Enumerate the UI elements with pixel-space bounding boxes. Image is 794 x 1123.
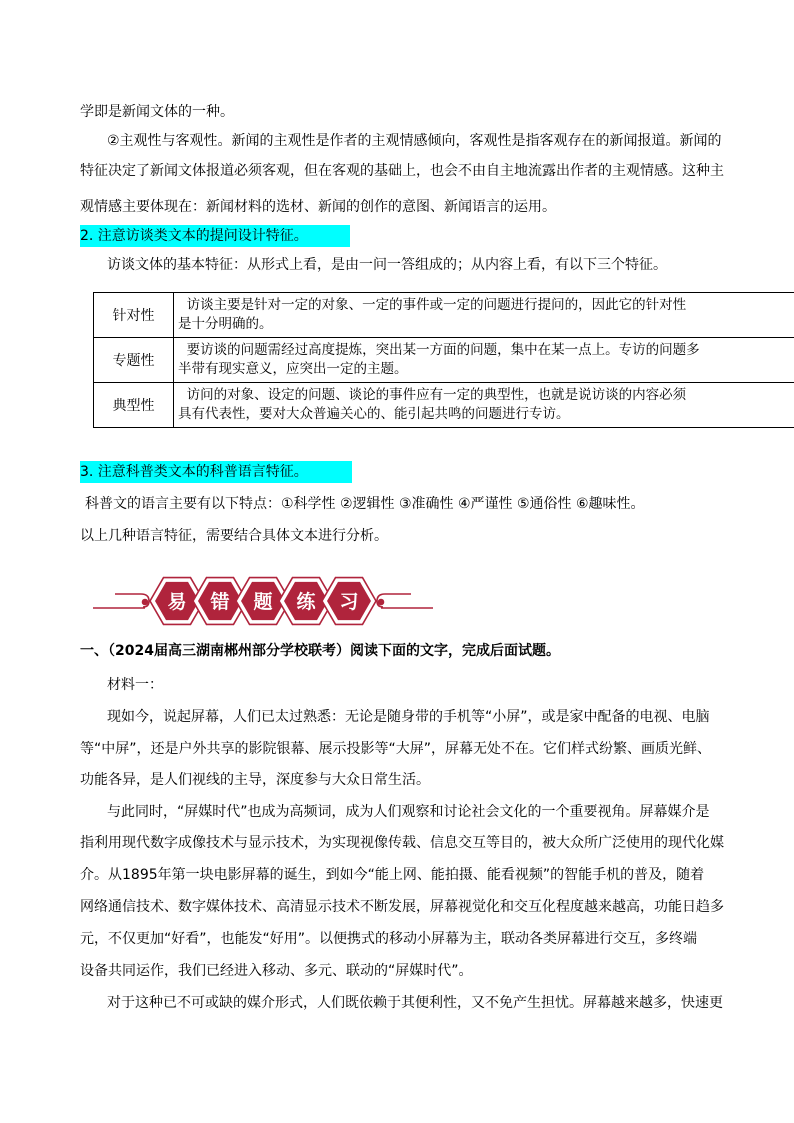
intro-line-0: 学即是新闻文体的一种。 [80,104,234,120]
exercise-heading: 一、（2024届高三湖南郴州部分学校联考）阅读下面的文字，完成后面试题。 [80,643,560,659]
intro-line-3: 观情感主要体现在：新闻材料的选材、新闻的创作的意图、新闻语言的运用。 [80,199,556,215]
passage-line: 元，不仅更加“好看”，也能发“好用”。以便携式的移动小屏幕为主，联动各类屏幕进行交互，多终端 [80,931,698,947]
table-row-label: 专题性 [94,338,174,383]
banner-left-ornament [93,594,149,608]
banner-char: 题 [253,591,273,613]
passage-line: 现如今，说起屏幕，人们已太过熟悉：无论是随身带的手机等“小屏”，或是家中配备的电视、电脑 [107,709,710,725]
banner-char: 习 [339,591,359,613]
section-3-heading: 3. 注意科普类文本的科普语言特征。 [80,461,352,483]
table-row-desc: 访谈主要是针对一定的对象、一定的事件或一定的问题进行提问的，因此它的针对性 是十分明确的。 [174,293,794,338]
feature-table [93,292,794,428]
table-row-desc: 要访谈的问题需经过高度提炼，突出某一方面的问题，集中在某一点上。专访的问题多 半带有现实意义，应突出一定的主题。 [174,338,794,383]
material-label: 材料一： [107,677,163,693]
intro-line-2: 特征决定了新闻文体报道必须客观，但在客观的基础上，也会不由自主地流露出作者的主观情感。这种主 [80,163,724,179]
table-row-label: 典型性 [94,383,174,428]
passage-line: 等“中屏”，还是户外共享的影院银幕、展示投影等“大屏”，屏幕无处不在。它们样式纷繁、画质光鲜、 [80,741,712,757]
section-3-line-1: 科普文的语言主要有以下特点：①科学性 ②逻辑性 ③准确性 ④严谨性 ⑤通俗性 ⑥趣味性。 [85,496,645,512]
table-row-desc: 访问的对象、设定的问题、谈论的事件应有一定的典型性，也就是说访谈的内容必须 具有代表性，要对大众普遍关心的、能引起共鸣的问题进行专访。 [174,383,794,428]
section-2-intro: 访谈文体的基本特征：从形式上看，是由一问一答组成的；从内容上看，有以下三个特征。 [107,257,667,273]
table-row-label: 针对性 [94,293,174,338]
section-3-line-2: 以上几种语言特征，需要结合具体文本进行分析。 [80,528,388,544]
passage-line: 指利用现代数字成像技术与显示技术，为实现视像传载、信息交互等目的，被大众所广泛使用的现代化媒 [80,835,724,851]
section-2-heading: 2. 注意访谈类文本的提问设计特征。 [80,225,350,247]
banner-char: 易 [167,591,187,613]
table-row [94,293,794,338]
banner-right-ornament [377,594,433,608]
banner-hexagon [322,578,376,625]
passage-line: 网络通信技术、数字媒体技术、高清显示技术不断发展，屏幕视觉化和交互化程度越来越高，功能日趋多 [80,899,724,915]
banner-char: 练 [296,591,316,613]
banner-char: 错 [210,591,230,613]
passage-line: 与此同时，“屏媒时代”也成为高频词，成为人们观察和讨论社会文化的一个重要视角。屏幕媒介是 [107,804,710,820]
passage-line: 对于这种已不可或缺的媒介形式，人们既依赖于其便利性，又不免产生担忧。屏幕越来越多，快速更 [107,995,723,1011]
banner-hexagons [150,578,376,625]
passage-line: 设备共同运作，我们已经进入移动、多元、联动的“屏媒时代”。 [80,963,473,979]
passage-line: 功能各异，是人们视线的主导，深度参与大众日常生活。 [80,772,430,788]
table-row [94,383,794,428]
passage-line: 介。从1895年第一块电影屏幕的诞生，到如今“能上网、能拍摄、能看视频”的智能手机的普及，随着 [80,867,705,883]
error-practice-banner [93,572,433,630]
intro-line-1: ②主观性与客观性。新闻的主观性是作者的主观情感倾向，客观性是指客观存在的新闻报道。新闻的 [107,133,722,149]
table-row [94,338,794,383]
